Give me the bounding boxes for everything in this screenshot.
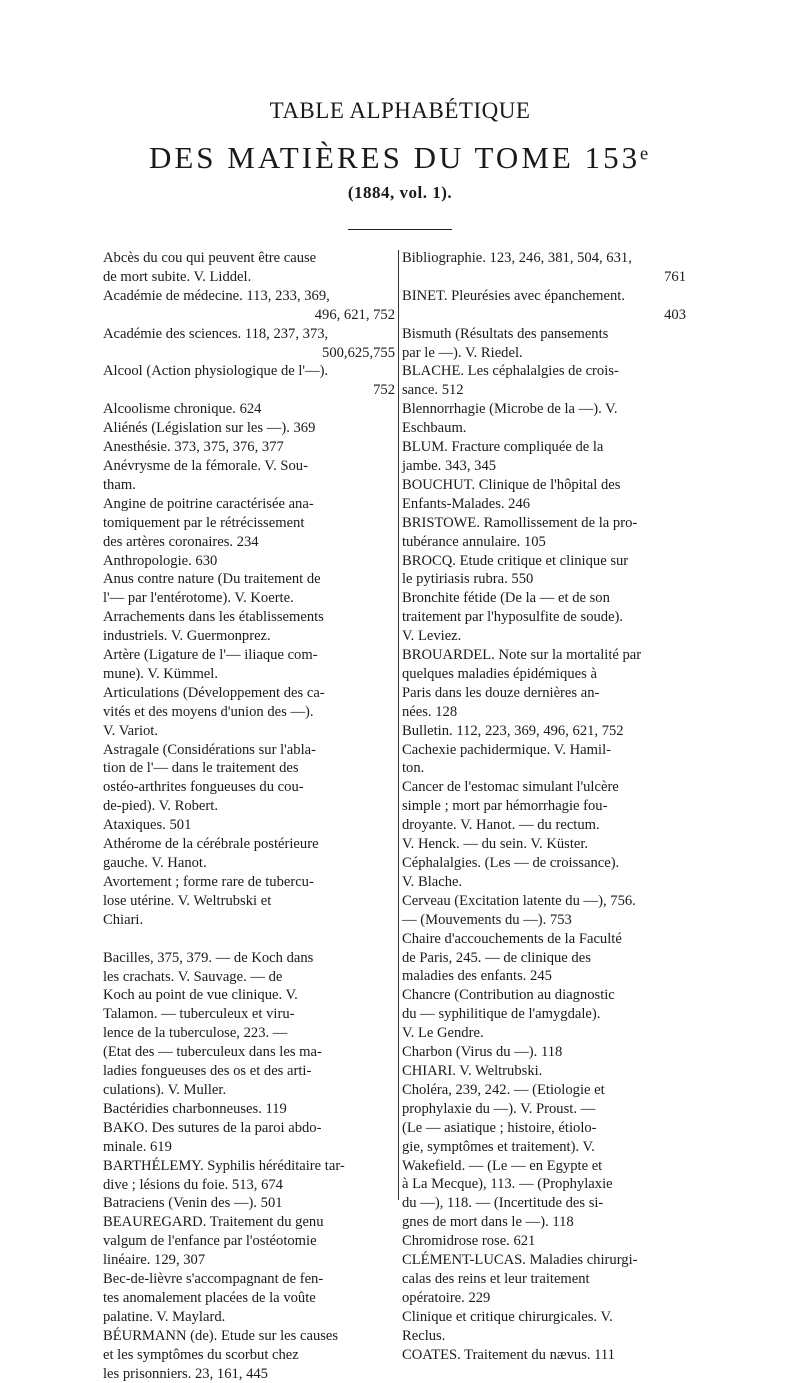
- entry-line: Bec-de-lièvre s'accompagnant de fen-: [103, 1271, 324, 1288]
- entry-line: BROCQ. Etude critique et clinique sur: [402, 552, 629, 569]
- entry-line: du —), 118. — (Incertitude des si-: [402, 1195, 604, 1212]
- entry-page-numbers: 403: [664, 306, 686, 323]
- entry-line: — (Mouvements du —). 753: [402, 911, 572, 928]
- index-entry: [103, 1270, 395, 1327]
- index-entry: [103, 570, 395, 608]
- index-entry: [402, 249, 686, 287]
- entry-line: BEAUREGARD. Traitement du genu: [103, 1214, 324, 1231]
- entry-line: prophylaxie du —). V. Proust. —: [402, 1100, 596, 1117]
- index-entry: [103, 684, 395, 741]
- entry-line: V. Le Gendre.: [402, 1025, 484, 1042]
- index-entry: [402, 892, 686, 930]
- index-entry: [103, 438, 395, 457]
- index-entry: [402, 438, 686, 476]
- entry-line: droyante. V. Hanot. — du rectum.: [402, 817, 600, 834]
- index-entry: [402, 741, 686, 779]
- entry-line: vités et des moyens d'union des —).: [103, 703, 314, 720]
- entry-page-numbers: 752: [373, 382, 395, 399]
- index-entry: [402, 854, 686, 892]
- entry-line: sance. 512: [402, 382, 464, 399]
- entry-line: tubérance annulaire. 105: [402, 533, 546, 550]
- entry-line: lose utérine. V. Weltrubski et: [103, 892, 272, 909]
- entry-line: valgum de l'enfance par l'ostéotomie: [103, 1233, 317, 1250]
- entry-page-numbers: 496, 621, 752: [314, 306, 395, 323]
- entry-line: BROUARDEL. Note sur la mortalité par: [402, 647, 642, 664]
- index-entry: [103, 1157, 395, 1195]
- index-entry: [103, 362, 395, 400]
- entry-line: Artère (Ligature de l'— iliaque com-: [103, 647, 318, 664]
- index-entry: [103, 1100, 395, 1119]
- entry-page-numbers: 761: [664, 268, 686, 285]
- entry-line: maladies des enfants. 245: [402, 968, 552, 985]
- entry-line: CLÉMENT-LUCAS. Maladies chirurgi-: [402, 1252, 638, 1269]
- entry-page-numbers: 500,625,755: [322, 344, 395, 361]
- entry-line: Charbon (Virus du —). 118: [402, 1044, 563, 1061]
- title-line-1: TABLE ALPHABÉTIQUE: [269, 98, 531, 123]
- entry-line: Wakefield. — (Le — en Egypte et: [402, 1157, 603, 1174]
- entry-line: quelques maladies épidémiques à: [402, 665, 597, 682]
- entry-line: Bulletin. 112, 223, 369, 496, 621, 752: [402, 722, 624, 739]
- entry-line: Chancre (Contribution au diagnostic: [402, 987, 615, 1004]
- index-entry: [402, 362, 686, 400]
- entry-line: mune). V. Kümmel.: [103, 665, 218, 682]
- index-entry: [103, 835, 395, 873]
- entry-gap: [103, 930, 395, 949]
- entry-line: gnes de mort dans le —). 118: [402, 1214, 574, 1231]
- index-entry: [103, 1213, 395, 1270]
- entry-line: Anus contre nature (Du traitement de: [103, 571, 321, 588]
- index-entry: [103, 400, 395, 419]
- index-entry: [103, 287, 395, 325]
- entry-line: V. Leviez.: [402, 628, 462, 645]
- entry-line: Cachexie pachidermique. V. Hamil-: [402, 741, 611, 758]
- index-entry: [402, 1043, 686, 1062]
- entry-line: V. Henck. — du sein. V. Küster.: [402, 836, 589, 853]
- entry-line: Articulations (Développement des ca-: [103, 684, 325, 701]
- index-entry: [103, 873, 395, 930]
- entry-line: Choléra, 239, 242. — (Etiologie et: [402, 1081, 605, 1098]
- entry-line: Blennorrhagie (Microbe de la —). V.: [402, 401, 618, 418]
- entry-line: Clinique et critique chirurgicales. V.: [402, 1308, 613, 1325]
- index-entry: [402, 400, 686, 438]
- entry-line: BINET. Pleurésies avec épanchement.: [402, 287, 626, 304]
- entry-line: Bismuth (Résultats des pansements: [402, 325, 609, 342]
- entry-line: BOUCHUT. Clinique de l'hôpital des: [402, 476, 621, 493]
- entry-line: Aliénés (Législation sur les —). 369: [103, 420, 316, 437]
- entry-line: V. Blache.: [402, 873, 463, 890]
- entry-line: l'— par l'entérotome). V. Koerte.: [103, 590, 294, 607]
- entry-line: V. Variot.: [103, 722, 159, 739]
- entry-line: Anesthésie. 373, 375, 376, 377: [103, 439, 284, 456]
- index-entry: [103, 741, 395, 817]
- entry-line: ostéo-arthrites fongueuses du cou-: [103, 779, 304, 796]
- entry-line: et les symptômes du scorbut chez: [103, 1346, 299, 1363]
- entry-line: Reclus.: [402, 1327, 446, 1344]
- entry-line: palatine. V. Maylard.: [103, 1308, 226, 1325]
- entry-line: culations). V. Muller.: [103, 1081, 227, 1098]
- entry-line: Talamon. — tuberculeux et viru-: [103, 1006, 295, 1023]
- entry-line: Bronchite fétide (De la — et de son: [402, 590, 610, 607]
- index-entry: [103, 949, 395, 1100]
- index-entry: [103, 552, 395, 571]
- entry-line: BRISTOWE. Ramollissement de la pro-: [402, 514, 638, 531]
- entry-line: dive ; lésions du foie. 513, 674: [103, 1176, 283, 1193]
- entry-line: Académie des sciences. 118, 237, 373,: [103, 325, 329, 342]
- entry-line: BAKO. Des sutures de la paroi abdo-: [103, 1119, 322, 1136]
- entry-line: Alcoolisme chronique. 624: [103, 401, 262, 418]
- index-entry: [402, 552, 686, 590]
- entry-line: Angine de poitrine caractérisée ana-: [103, 495, 314, 512]
- index-entry: [103, 1119, 395, 1157]
- index-entry: [103, 325, 395, 363]
- title-rule: [348, 229, 452, 230]
- entry-line: gie, symptômes et traitement). V.: [402, 1138, 595, 1155]
- entry-line: tes anomalement placées de la voûte: [103, 1289, 316, 1306]
- entry-line: les crachats. V. Sauvage. — de: [103, 968, 283, 985]
- entry-line: Bactéridies charbonneuses. 119: [103, 1100, 287, 1117]
- entry-line: traitement par l'hyposulfite de soude).: [402, 609, 624, 626]
- index-entry: [103, 419, 395, 438]
- entry-line: les prisonniers. 23, 161, 445: [103, 1365, 268, 1382]
- title-line-2: DES MATIÈRES DU TOME 153ᵉ: [148, 140, 652, 175]
- entry-line: ladies fongueuses des os et des arti-: [103, 1063, 312, 1080]
- entry-line: Chaire d'accouchements de la Faculté: [402, 930, 622, 947]
- entry-line: CHIARI. V. Weltrubski.: [402, 1062, 543, 1079]
- entry-line: BLUM. Fracture compliquée de la: [402, 439, 604, 456]
- index-entry: [103, 1327, 395, 1383]
- entry-line: tomiquement par le rétrécissement: [103, 514, 305, 531]
- index-entry: [402, 930, 686, 987]
- entry-line: Avortement ; forme rare de tubercu-: [103, 873, 314, 890]
- entry-line: Eschbaum.: [402, 420, 467, 437]
- entry-line: Céphalalgies. (Les — de croissance).: [402, 855, 620, 871]
- entry-line: Alcool (Action physiologique de l'—).: [103, 363, 329, 380]
- entry-line: Ataxiques. 501: [103, 817, 192, 834]
- index-entry: [402, 287, 686, 325]
- entry-line: à La Mecque), 113. — (Prophylaxie: [402, 1176, 613, 1193]
- entry-line: ton.: [402, 760, 425, 777]
- entry-line: des artères coronaires. 234: [103, 533, 259, 550]
- entry-line: Abcès du cou qui peuvent être cause: [103, 250, 317, 266]
- index-entry: [103, 816, 395, 835]
- entry-line: Bibliographie. 123, 246, 381, 504, 631,: [402, 250, 632, 266]
- entry-line: Cerveau (Excitation latente du —), 756.: [402, 892, 636, 909]
- entry-line: lence de la tuberculose, 223. —: [103, 1025, 288, 1042]
- entry-line: Chiari.: [103, 911, 144, 928]
- entry-line: COATES. Traitement du nævus. 111: [402, 1346, 615, 1363]
- entry-line: minale. 619: [103, 1138, 172, 1155]
- right-column: [402, 249, 686, 1364]
- entry-line: Batraciens (Venin des —). 501: [103, 1195, 283, 1212]
- entry-line: de-pied). V. Robert.: [103, 798, 218, 815]
- entry-line: (Etat des — tuberculeux dans les ma-: [103, 1044, 322, 1061]
- index-entry: [103, 249, 395, 287]
- entry-line: BLACHE. Les céphalalgies de crois-: [402, 363, 619, 380]
- entry-line: Académie de médecine. 113, 233, 369,: [103, 287, 330, 304]
- index-entry: [402, 589, 686, 646]
- index-entry: [103, 1194, 395, 1213]
- index-entry: [402, 476, 686, 514]
- title-line-3: (1884, vol. 1).: [347, 183, 453, 202]
- entry-line: nées. 128: [402, 703, 458, 720]
- entry-line: gauche. V. Hanot.: [103, 855, 207, 871]
- entry-line: Athérome de la cérébrale postérieure: [103, 836, 319, 853]
- entry-line: industriels. V. Guermonprez.: [103, 628, 271, 645]
- index-entry: [402, 722, 686, 741]
- entry-line: tion de l'— dans le traitement des: [103, 760, 299, 777]
- entry-line: tham.: [103, 476, 136, 493]
- entry-line: de Paris, 245. — de clinique des: [402, 949, 591, 966]
- entry-line: Enfants-Malades. 246: [402, 495, 531, 512]
- entry-line: Anthropologie. 630: [103, 552, 218, 569]
- entry-line: Chromidrose rose. 621: [402, 1233, 536, 1250]
- index-entry: [402, 778, 686, 854]
- entry-line: Cancer de l'estomac simulant l'ulcère: [402, 779, 619, 796]
- index-entry: [402, 1346, 686, 1365]
- entry-line: Bacilles, 375, 379. — de Koch dans: [103, 949, 314, 966]
- entry-line: de mort subite. V. Liddel.: [103, 268, 252, 285]
- entry-line: BÉURMANN (de). Etude sur les causes: [103, 1327, 339, 1344]
- entry-line: simple ; mort par hémorrhagie fou-: [402, 798, 608, 815]
- entry-line: Astragale (Considérations sur l'abla-: [103, 741, 316, 758]
- entry-line: jambe. 343, 345: [402, 457, 497, 474]
- index-entry: [402, 646, 686, 722]
- entry-line: Arrachements dans les établissements: [103, 609, 324, 626]
- index-entry: [402, 1251, 686, 1308]
- entry-line: (Le — asiatique ; histoire, étiolo-: [402, 1119, 597, 1136]
- index-entry: [402, 1308, 686, 1346]
- index-entry: [103, 457, 395, 495]
- index-entry: [402, 1062, 686, 1081]
- entry-line: calas des reins et leur traitement: [402, 1270, 590, 1287]
- entry-line: Koch au point de vue clinique. V.: [103, 987, 298, 1004]
- index-entry: [103, 646, 395, 684]
- entry-line: le pytiriasis rubra. 550: [402, 571, 534, 588]
- entry-line: Paris dans les douze dernières an-: [402, 684, 600, 701]
- column-divider: [398, 250, 399, 1200]
- entry-line: Anévrysme de la fémorale. V. Sou-: [103, 457, 308, 474]
- entry-line: opératoire. 229: [402, 1289, 491, 1306]
- index-entry: [402, 986, 686, 1043]
- left-column: [103, 249, 395, 1383]
- index-entry: [103, 608, 395, 646]
- index-entry: [103, 495, 395, 552]
- index-entry: [402, 1081, 686, 1232]
- entry-line: BARTHÉLEMY. Syphilis héréditaire tar-: [103, 1157, 345, 1174]
- index-entry: [402, 325, 686, 363]
- entry-line: du — syphilitique de l'amygdale).: [402, 1006, 601, 1023]
- index-entry: [402, 514, 686, 552]
- entry-line: par le —). V. Riedel.: [402, 344, 523, 361]
- index-entry: [402, 1232, 686, 1251]
- entry-line: linéaire. 129, 307: [103, 1252, 206, 1269]
